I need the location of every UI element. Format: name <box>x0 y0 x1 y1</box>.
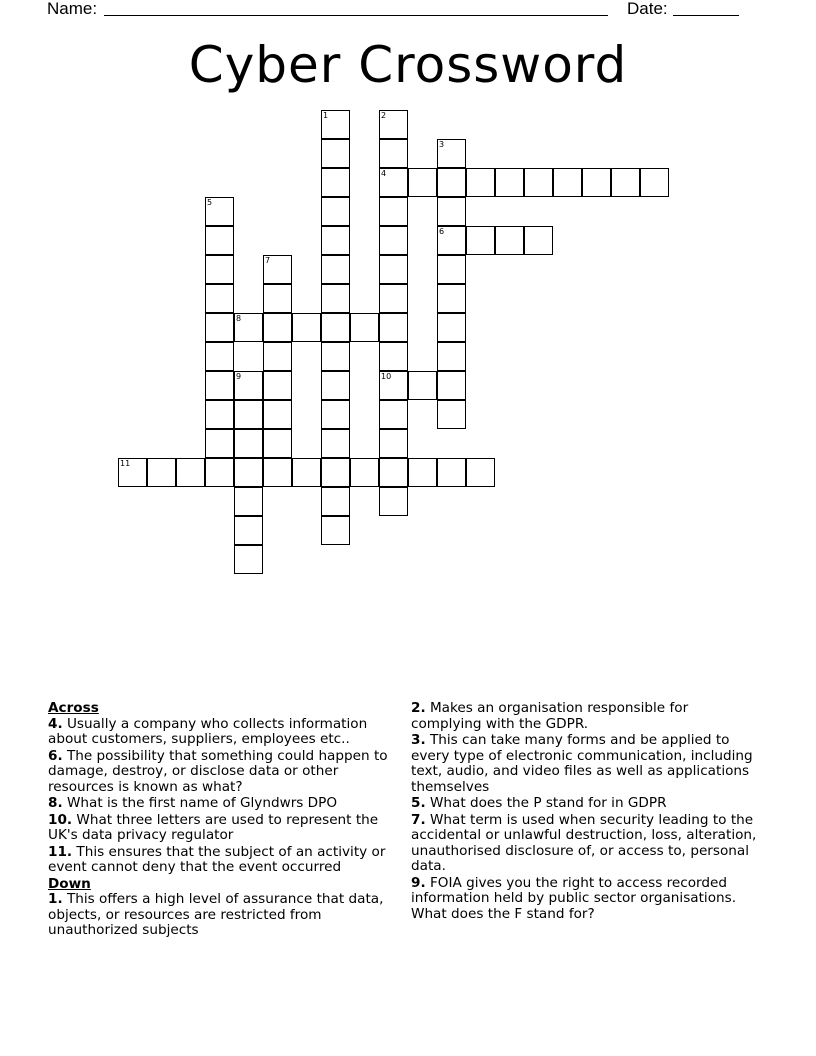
grid-cell[interactable] <box>321 139 350 168</box>
cell-number: 9 <box>236 372 242 381</box>
grid-cell[interactable] <box>321 226 350 255</box>
clue-text: This offers a high level of assurance that data, objects, or resources are restricted from unauthorized subjects <box>48 891 384 938</box>
grid-cell[interactable] <box>292 458 321 487</box>
date-label: Date: <box>627 0 668 18</box>
cell-number: 11 <box>120 459 131 468</box>
clues-left-column <box>48 701 400 940</box>
clue-text: The possibility that something could happen to damage, destroy, or disclose data or other resources is known as what? <box>48 747 388 795</box>
down-heading: Down <box>48 875 91 892</box>
grid-cell[interactable] <box>408 458 437 487</box>
clue-text: FOIA gives you the right to access recorded information held by public sector organisations. What does the F stand for? <box>411 874 737 922</box>
grid-cell[interactable] <box>321 516 350 545</box>
grid-cell[interactable] <box>263 284 292 313</box>
clue-text: Makes an organisation responsible for complying with the GDPR. <box>411 700 689 732</box>
cell-number: 7 <box>265 256 271 265</box>
grid-cell[interactable] <box>437 197 466 226</box>
grid-cell[interactable] <box>321 342 350 371</box>
clue-number: 6. <box>48 747 63 764</box>
grid-cell[interactable] <box>379 313 408 342</box>
grid-cell[interactable] <box>321 313 350 342</box>
grid-cell[interactable] <box>292 313 321 342</box>
grid-cell[interactable] <box>321 168 350 197</box>
grid-cell[interactable] <box>466 458 495 487</box>
grid-cell[interactable] <box>553 168 582 197</box>
grid-cell[interactable] <box>437 255 466 284</box>
grid-cell[interactable] <box>495 226 524 255</box>
across-heading: Across <box>48 700 99 716</box>
grid-cell[interactable] <box>321 255 350 284</box>
clue-number: 1. <box>48 891 63 907</box>
clue-item <box>411 796 761 812</box>
down-clue-list-continued <box>411 701 761 922</box>
grid-cell[interactable] <box>147 458 176 487</box>
grid-cell[interactable] <box>321 487 350 516</box>
grid-cell[interactable] <box>205 400 234 429</box>
grid-cell[interactable] <box>205 284 234 313</box>
grid-cell[interactable] <box>263 371 292 400</box>
clue-item <box>48 796 400 812</box>
grid-cell[interactable] <box>205 429 234 458</box>
grid-cell[interactable] <box>379 458 408 487</box>
cell-number: 6 <box>439 227 445 236</box>
clue-item <box>411 701 761 732</box>
across-clue-list <box>48 717 400 876</box>
grid-cell[interactable] <box>234 371 263 400</box>
grid-cell[interactable] <box>263 342 292 371</box>
grid-cell[interactable] <box>379 197 408 226</box>
grid-cell[interactable] <box>379 284 408 313</box>
clue-number: 2. <box>411 700 426 716</box>
grid-cell[interactable] <box>176 458 205 487</box>
clue-number: 7. <box>411 811 426 828</box>
clue-text: What is the first name of Glyndwrs DPO <box>62 795 338 811</box>
clue-item <box>411 876 761 923</box>
cell-number: 10 <box>381 372 392 381</box>
grid-cell[interactable] <box>379 342 408 371</box>
grid-cell[interactable] <box>234 458 263 487</box>
grid-cell[interactable] <box>205 458 234 487</box>
grid-cell[interactable] <box>437 400 466 429</box>
grid-cell[interactable] <box>234 516 263 545</box>
clue-item <box>48 892 400 939</box>
grid-cell[interactable] <box>321 284 350 313</box>
grid-cell[interactable] <box>437 313 466 342</box>
grid-cell[interactable] <box>263 458 292 487</box>
grid-cell[interactable] <box>234 313 263 342</box>
grid-cell[interactable] <box>379 110 408 139</box>
clue-number: 10. <box>48 811 73 828</box>
clue-text: What does the P stand for in GDPR <box>425 795 667 811</box>
grid-cell[interactable] <box>379 429 408 458</box>
grid-cell[interactable] <box>611 168 640 197</box>
grid-cell[interactable] <box>321 458 350 487</box>
grid-cell[interactable] <box>379 400 408 429</box>
grid-cell[interactable] <box>437 139 466 168</box>
grid-cell[interactable] <box>524 168 553 197</box>
clue-number: 4. <box>48 715 63 732</box>
cell-number: 5 <box>207 198 213 207</box>
clue-item <box>48 717 400 748</box>
grid-cell[interactable] <box>524 226 553 255</box>
clue-text: Usually a company who collects information about customers, suppliers, employees etc.. <box>48 715 368 747</box>
grid-cell[interactable] <box>263 255 292 284</box>
grid-cell[interactable] <box>205 371 234 400</box>
grid-cell[interactable] <box>205 313 234 342</box>
clue-number: 8. <box>48 795 63 811</box>
grid-cell[interactable] <box>118 458 147 487</box>
clue-item <box>48 749 400 796</box>
grid-cell[interactable] <box>437 342 466 371</box>
clue-number: 5. <box>411 795 426 811</box>
clue-text: What term is used when security leading to the accidental or unlawful destruction, loss, alteration, unauthorised disclosure of, or access to, personal data. <box>411 811 757 874</box>
clue-number: 3. <box>411 732 426 748</box>
down-clue-list <box>48 892 400 939</box>
grid-cell[interactable] <box>437 226 466 255</box>
grid-cell[interactable] <box>321 197 350 226</box>
grid-cell[interactable] <box>437 168 466 197</box>
clue-item <box>411 813 761 875</box>
grid-cell[interactable] <box>640 168 669 197</box>
cell-number: 4 <box>381 169 387 178</box>
grid-cell[interactable] <box>321 429 350 458</box>
clue-text: This can take many forms and be applied to every type of electronic communication, including text, audio, and video files as well as applications themselves <box>411 732 753 795</box>
grid-cell[interactable] <box>234 429 263 458</box>
grid-cell[interactable] <box>234 487 263 516</box>
grid-cell[interactable] <box>437 284 466 313</box>
grid-cell[interactable] <box>321 371 350 400</box>
cell-number: 1 <box>323 111 329 120</box>
name-label: Name: <box>47 0 98 18</box>
clues-right-column <box>411 701 761 923</box>
cell-number: 8 <box>236 314 242 323</box>
grid-cell[interactable] <box>205 197 234 226</box>
grid-cell[interactable] <box>205 342 234 371</box>
grid-cell[interactable] <box>466 226 495 255</box>
cell-number: 2 <box>381 111 387 120</box>
grid-cell[interactable] <box>437 458 466 487</box>
grid-cell[interactable] <box>379 168 408 197</box>
grid-cell[interactable] <box>205 255 234 284</box>
grid-cell[interactable] <box>350 458 379 487</box>
grid-cell[interactable] <box>321 110 350 139</box>
grid-cell[interactable] <box>234 545 263 574</box>
grid-cell[interactable] <box>379 226 408 255</box>
cell-number: 3 <box>439 140 445 149</box>
grid-cell[interactable] <box>582 168 611 197</box>
grid-cell[interactable] <box>466 168 495 197</box>
grid-cell[interactable] <box>205 226 234 255</box>
grid-cell[interactable] <box>321 400 350 429</box>
grid-cell[interactable] <box>234 400 263 429</box>
clue-number: 9. <box>411 874 426 891</box>
clue-text: What three letters are used to represent the UK's data privacy regulator <box>48 811 379 843</box>
grid-cell[interactable] <box>495 168 524 197</box>
grid-cell[interactable] <box>379 139 408 168</box>
grid-cell[interactable] <box>379 371 408 400</box>
clue-item <box>48 845 400 876</box>
page-title: Cyber Crossword <box>188 36 628 94</box>
grid-cell[interactable] <box>263 313 292 342</box>
grid-cell[interactable] <box>379 255 408 284</box>
grid-cell[interactable] <box>437 371 466 400</box>
grid-cell[interactable] <box>408 371 437 400</box>
grid-cell[interactable] <box>263 429 292 458</box>
grid-cell[interactable] <box>379 487 408 516</box>
grid-cell[interactable] <box>350 313 379 342</box>
grid-cell[interactable] <box>408 168 437 197</box>
clue-number: 11. <box>48 843 73 860</box>
clue-text: This ensures that the subject of an activity or event cannot deny that the event occurred <box>48 843 386 875</box>
grid-cell[interactable] <box>263 400 292 429</box>
clue-item <box>411 733 761 795</box>
clue-item <box>48 813 400 844</box>
